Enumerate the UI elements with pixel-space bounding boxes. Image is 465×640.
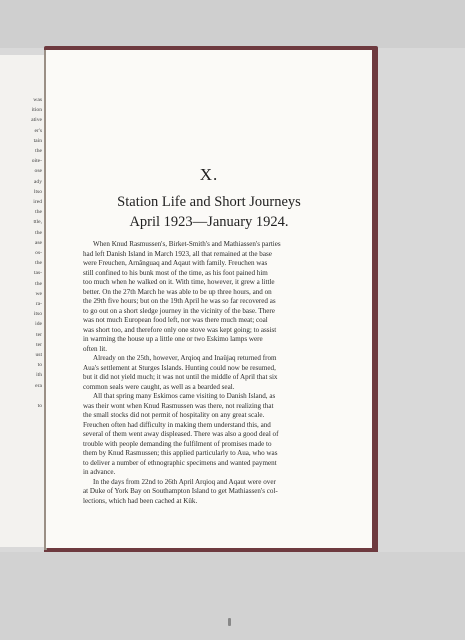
facing-page-fragment: the (35, 260, 42, 267)
text-line: better. On the 27th March he was able to be up three hours, and on (83, 287, 272, 296)
text-line: trouble with people demanding the fulfilment of promises made to (83, 439, 272, 448)
facing-page-fragment: era (35, 382, 42, 389)
chapter-title (46, 192, 372, 232)
text-line: the 29th five hours; but on the 19th April he was so far recovered as (83, 297, 276, 305)
facing-page-fragment: the (35, 229, 42, 236)
text-line: had left Danish Island in March 1923, all that remained at the base (83, 249, 272, 258)
facing-page-fragment: tain (33, 137, 42, 144)
chapter-body-text (83, 240, 345, 506)
text-line: several of them went away displeased. There was also a good deal of (83, 430, 279, 438)
facing-page-fragment: ra- (35, 301, 42, 307)
scan-background-bottom (0, 552, 465, 640)
scan-background-top (0, 0, 465, 48)
text-line: lections, which had been cached at Kük. (83, 496, 198, 505)
text-line: was their wont when Knud Rasmussen was there, not realizing that (83, 401, 274, 410)
facing-page-fragment: ust (35, 352, 42, 358)
text-line: in advance. (83, 468, 116, 476)
left-page-edge (0, 55, 45, 547)
book-page (46, 50, 372, 548)
text-line: was short too, and therefore only one stove was kept going; to assist (83, 325, 277, 334)
facing-page-fragment: to (37, 362, 42, 369)
text-line: Already on the 25th, however, Arqioq and Inaüjaq returned from (93, 354, 277, 362)
text-line: the small stocks did not permit of hospitality on any great scale. (83, 411, 265, 419)
text-line: When Knud Rasmussen's, Birket-Smith's and Mathiassen's parties (93, 240, 281, 248)
scan-speck (228, 618, 231, 626)
chapter-number: X. (199, 165, 219, 184)
facing-page-fragment: ith (36, 372, 42, 379)
facing-page-fragment: tas- (33, 270, 42, 277)
chapter-title-line-1: Station Life and Short Journeys (117, 194, 301, 210)
facing-page-fragment: ired (33, 199, 42, 205)
text-line: at Duke of York Bay on Southampton Island to get Mathiassen's col- (83, 487, 278, 495)
text-line: them by Knud Rasmussen; this applied particularly to Aua, who was (83, 449, 278, 457)
text-line: to go out on a short sledge journey in the vicinity of the base. There (83, 306, 275, 315)
text-line: common seals were caught, as well as a bearded seal. (83, 382, 235, 391)
facing-page-fragment: oite- (31, 158, 42, 165)
text-line: In the days from 22nd to 26th April Arqioq and Aqaut were over (93, 477, 276, 486)
facing-page-fragment: ition (31, 107, 42, 114)
chapter-title-line-2: April 1923—January 1924. (129, 214, 289, 230)
text-line: but it did not yield much; it was not until the middle of April that six (83, 373, 278, 381)
text-line: Freuchen often had difficulty in making them understand this, and (83, 420, 271, 429)
facing-page-fragment: ltso (33, 188, 42, 195)
text-line: was not much European food left, nor was there much meat; coal (83, 316, 268, 324)
facing-page-fragment: er's (34, 127, 42, 134)
text-line: too much when he walked on it. With time, however, it grew a little (83, 278, 275, 286)
facing-page-fragment: the (35, 148, 42, 154)
facing-page-fragment: the (35, 280, 42, 287)
facing-page-fragment: ter (36, 331, 42, 338)
facing-page-fragment: was (33, 97, 42, 103)
text-line: Aua's settlement at Sturges Islands. Hunting could now be resumed, (83, 363, 276, 372)
text-line: still confined to his bunk most of the time, as his foot pained him (83, 268, 268, 277)
facing-page-fragment: ase (34, 239, 42, 246)
text-line: to deliver a number of ethnographic specimens and wanted payment (83, 458, 277, 467)
facing-page-fragment: the (35, 209, 42, 216)
text-line: in warming the house up a little one or two Eskimo lamps were (83, 335, 263, 343)
facing-page-fragment: ose (34, 168, 42, 175)
facing-page-fragment: we (35, 290, 42, 297)
facing-page-fragment: ative (31, 117, 42, 124)
facing-page-fragment: itso (33, 311, 42, 318)
text-line: were Freuchen, Arnânguaq and Aqaut with family. Freuchen was (83, 259, 268, 267)
facing-page-fragment: ide (35, 321, 42, 328)
facing-page-fragment: ter (36, 341, 42, 348)
text-line: often lit. (83, 344, 108, 353)
text-line: All that spring many Eskimos came visiting to Danish Island, as (93, 392, 276, 400)
facing-page-fragment: os- (35, 250, 42, 256)
facing-page-fragment: to (37, 403, 42, 409)
facing-page-fragment: ttle, (33, 219, 42, 226)
facing-page-fragment: ady (33, 178, 42, 185)
